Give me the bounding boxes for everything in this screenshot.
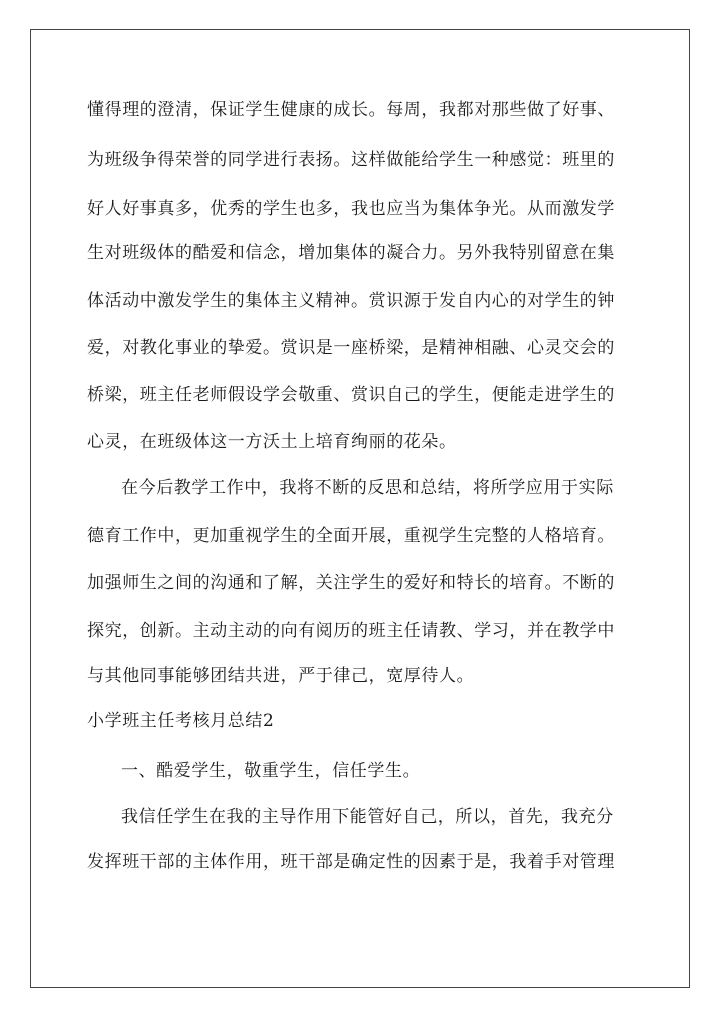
text-line: 生对班级体的酷爱和信念，增加集体的凝合力。另外我特别留意在集 <box>87 243 615 263</box>
text-line: 好人好事真多，优秀的学生也多，我也应当为集体争光。从而激发学 <box>87 199 615 219</box>
text-line: 探究，创新。主动主动的向有阅历的班主任请教、学习，并在教学中 <box>87 621 615 641</box>
text-line: 爱，对教化事业的挚爱。赏识是一座桥梁，是精神相融、心灵交会的 <box>87 338 615 358</box>
text-line: 为班级争得荣誉的同学进行表扬。这样做能给学生一种感觉：班里的 <box>87 150 615 170</box>
text-line: 与其他同事能够团结共进，严于律己，宽厚待人。 <box>87 666 475 686</box>
text-line: 懂得理的澄清，保证学生健康的成长。每周，我都对那些做了好事、 <box>87 100 615 120</box>
page-border <box>30 29 690 988</box>
text-line: 心灵，在班级体这一方沃土上培育绚丽的花朵。 <box>87 432 457 452</box>
text-line: 德育工作中，更加重视学生的全面开展，重视学生完整的人格培育。 <box>87 526 615 546</box>
text-line: 桥梁，班主任老师假设学会敬重、赏识自己的学生，便能走进学生的 <box>87 385 615 405</box>
text-line: 加强师生之间的沟通和了解，关注学生的爱好和特长的培育。不断的 <box>87 573 615 593</box>
text-line: 体活动中激发学生的集体主义精神。赏识源于发自内心的对学生的钟 <box>87 291 615 311</box>
subsection-heading: 一、酷爱学生，敬重学生，信任学生。 <box>121 761 421 781</box>
text-line: 我信任学生在我的主导作用下能管好自己，所以，首先，我充分 <box>121 807 614 827</box>
text-line: 在今后教学工作中，我将不断的反思和总结，将所学应用于实际 <box>121 478 614 498</box>
text-line: 发挥班干部的主体作用，班干部是确定性的因素于是，我着手对管理 <box>87 852 615 872</box>
section-heading: 小学班主任考核月总结2 <box>87 711 275 731</box>
